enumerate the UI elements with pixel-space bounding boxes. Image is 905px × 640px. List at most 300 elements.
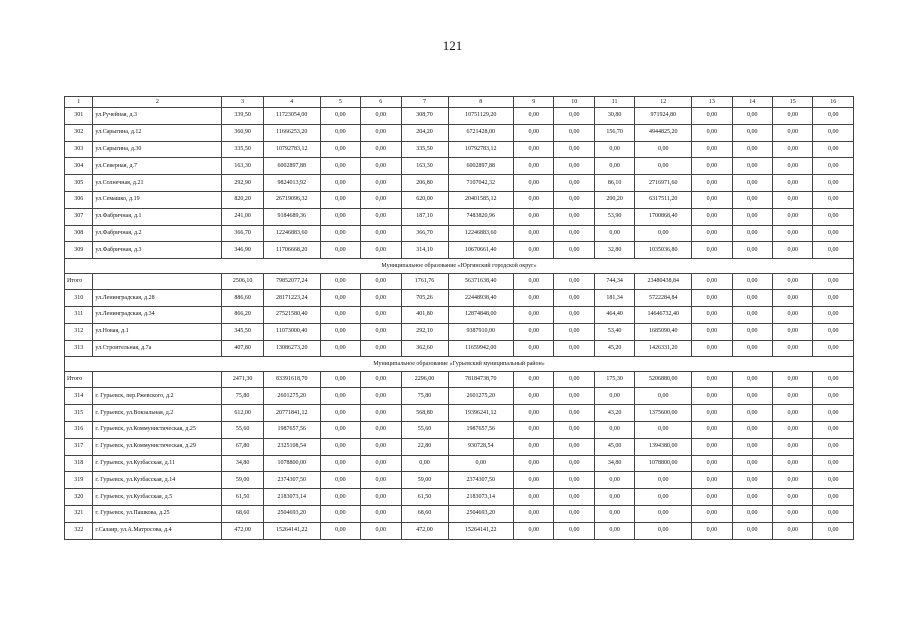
table-cell: 0,00 — [361, 290, 401, 307]
table-cell: 12874848,00 — [448, 306, 514, 323]
table-cell: 0,00 — [514, 124, 554, 141]
table-cell: 0,00 — [813, 372, 854, 388]
table-cell: 0,00 — [514, 290, 554, 307]
table-cell: 0,00 — [692, 108, 732, 125]
table-cell: 0,00 — [554, 489, 594, 506]
table-cell: 0,00 — [772, 489, 812, 506]
table-cell: 0,00 — [772, 438, 812, 455]
table-cell: 0,00 — [732, 489, 772, 506]
table-cell: 0,00 — [514, 340, 554, 357]
table-cell: 0,00 — [554, 225, 594, 242]
table-cell: 314,10 — [401, 242, 448, 259]
table-cell: 568,80 — [401, 405, 448, 422]
table-cell: Итого — [65, 372, 93, 388]
table-cell: 11723054,00 — [263, 108, 320, 125]
table-cell: 0,00 — [361, 124, 401, 141]
table-cell: 0,00 — [813, 505, 854, 522]
table-cell: 0,00 — [361, 158, 401, 175]
table-cell: 0,00 — [361, 405, 401, 422]
table-cell: 0,00 — [361, 191, 401, 208]
table-cell: 1987657,56 — [263, 421, 320, 438]
table-cell: 156,70 — [594, 124, 634, 141]
table-body — [65, 97, 854, 540]
table-cell: 0,00 — [514, 274, 554, 290]
table-cell: 0,00 — [320, 124, 360, 141]
address-cell: г. Гурьевск, ул.Пашкова, д.25 — [93, 505, 222, 522]
table-cell: 820,20 — [222, 191, 264, 208]
table-cell: 30,80 — [594, 108, 634, 125]
table-cell: 0,00 — [692, 505, 732, 522]
table-cell: 306 — [65, 191, 93, 208]
total-row — [65, 372, 854, 388]
table-cell: 0,00 — [813, 323, 854, 340]
table-cell: 15264141,22 — [263, 522, 320, 539]
column-header: 3 — [222, 97, 264, 108]
column-header: 13 — [692, 97, 732, 108]
table-cell: 0,00 — [361, 323, 401, 340]
table-cell: 1700868,40 — [635, 208, 692, 225]
column-header: 14 — [732, 97, 772, 108]
table-cell: 0,00 — [772, 421, 812, 438]
table-cell: 67,80 — [222, 438, 264, 455]
column-header: 6 — [361, 97, 401, 108]
table-cell: 20401585,12 — [448, 191, 514, 208]
table-cell: 53,40 — [594, 323, 634, 340]
table-cell: 0,00 — [514, 455, 554, 472]
table-cell: 0,00 — [594, 472, 634, 489]
table-cell: 0,00 — [692, 438, 732, 455]
table-cell: 316 — [65, 421, 93, 438]
table-cell: 0,00 — [635, 388, 692, 405]
table-cell: 0,00 — [772, 175, 812, 192]
table-row — [65, 124, 854, 141]
table-cell: 0,00 — [320, 388, 360, 405]
table-cell: 0,00 — [320, 225, 360, 242]
table-header-row — [65, 97, 854, 108]
table-cell: 0,00 — [514, 108, 554, 125]
table-cell: 0,00 — [554, 455, 594, 472]
table-row — [65, 191, 854, 208]
table-cell: 303 — [65, 141, 93, 158]
table-cell: 345,50 — [222, 323, 264, 340]
table-cell: 6721428,00 — [448, 124, 514, 141]
table-cell: 0,00 — [772, 522, 812, 539]
table-cell: 0,00 — [692, 489, 732, 506]
table-cell: 346,90 — [222, 242, 264, 259]
table-cell: 321 — [65, 505, 93, 522]
table-row — [65, 290, 854, 307]
table-cell: 1987657,56 — [448, 421, 514, 438]
table-cell: 0,00 — [772, 124, 812, 141]
table-cell: 20771841,12 — [263, 405, 320, 422]
address-cell: ул.Фабричная, д.1 — [93, 208, 222, 225]
table-cell: 0,00 — [320, 191, 360, 208]
table-row — [65, 388, 854, 405]
table-cell: 9387910,00 — [448, 323, 514, 340]
table-cell: 0,00 — [514, 372, 554, 388]
table-cell: 2374307,50 — [263, 472, 320, 489]
table-cell: 187,10 — [401, 208, 448, 225]
table-cell: 0,00 — [813, 405, 854, 422]
table-cell: 319 — [65, 472, 93, 489]
table-cell: 0,00 — [692, 158, 732, 175]
table-cell: 0,00 — [514, 405, 554, 422]
table-cell: 0,00 — [732, 158, 772, 175]
table-cell: 0,00 — [320, 340, 360, 357]
table-cell: 2183073,14 — [448, 489, 514, 506]
table-cell: 0,00 — [813, 522, 854, 539]
table-cell: 0,00 — [361, 472, 401, 489]
table-cell: 0,00 — [772, 108, 812, 125]
table-cell: 1078800,00 — [263, 455, 320, 472]
table-cell: 55,60 — [222, 421, 264, 438]
table-cell: 0,00 — [594, 421, 634, 438]
column-header: 1 — [65, 97, 93, 108]
column-header: 9 — [514, 97, 554, 108]
table-cell: 0,00 — [692, 323, 732, 340]
table-row — [65, 505, 854, 522]
table-cell: 34,80 — [222, 455, 264, 472]
table-cell: 0,00 — [772, 158, 812, 175]
table-cell: 0,00 — [635, 489, 692, 506]
table-cell: 0,00 — [635, 522, 692, 539]
table-cell: 2471,30 — [222, 372, 264, 388]
table-cell: 0,00 — [813, 242, 854, 259]
table-cell: 0,00 — [772, 306, 812, 323]
table-cell: 0,00 — [320, 438, 360, 455]
table-cell: 0,00 — [554, 158, 594, 175]
address-cell: г. Гурьевск, ул.Коммунистическая, д.25 — [93, 421, 222, 438]
table-cell: 43,20 — [594, 405, 634, 422]
table-cell: 0,00 — [813, 175, 854, 192]
table-cell: 0,00 — [320, 505, 360, 522]
table-row — [65, 489, 854, 506]
table-cell: 0,00 — [732, 455, 772, 472]
table-cell: 68,60 — [401, 505, 448, 522]
table-cell: 0,00 — [813, 340, 854, 357]
table-cell: 181,34 — [594, 290, 634, 307]
table-cell: 0,00 — [361, 438, 401, 455]
table-cell: 45,20 — [594, 340, 634, 357]
table-cell: 971924,80 — [635, 108, 692, 125]
address-cell: ул.Ленинградская, д.34 — [93, 306, 222, 323]
table-cell: 0,00 — [554, 438, 594, 455]
table-cell: 0,00 — [554, 208, 594, 225]
table-cell: 0,00 — [554, 242, 594, 259]
address-cell: ул.Солнечная, д.21 — [93, 175, 222, 192]
address-cell: ул.Фабричная, д.3 — [93, 242, 222, 259]
table-cell: 360,90 — [222, 124, 264, 141]
table-cell: 0,00 — [635, 225, 692, 242]
table-cell: 0,00 — [554, 340, 594, 357]
column-header: 5 — [320, 97, 360, 108]
table-cell: 335,50 — [222, 141, 264, 158]
table-cell: 0,00 — [320, 274, 360, 290]
table-cell: 4944825,20 — [635, 124, 692, 141]
table-cell: 0,00 — [554, 191, 594, 208]
table-cell: 0,00 — [732, 290, 772, 307]
table-cell: 0,00 — [320, 455, 360, 472]
column-header: 12 — [635, 97, 692, 108]
table-cell: 0,00 — [772, 141, 812, 158]
table-cell: 0,00 — [320, 405, 360, 422]
table-cell: 1078800,00 — [635, 455, 692, 472]
table-cell: 0,00 — [361, 306, 401, 323]
table-cell: 472,00 — [222, 522, 264, 539]
table-cell: 0,00 — [361, 242, 401, 259]
table-cell: 5722284,84 — [635, 290, 692, 307]
table-cell: 0,00 — [514, 191, 554, 208]
table-cell: 0,00 — [732, 108, 772, 125]
table-cell: 56371638,40 — [448, 274, 514, 290]
table-cell: 322 — [65, 522, 93, 539]
table-cell: 0,00 — [361, 340, 401, 357]
table-cell: 9824013,92 — [263, 175, 320, 192]
table-cell: 0,00 — [692, 274, 732, 290]
table-cell: 0,00 — [361, 505, 401, 522]
address-cell: ул.Сарыгина, д.12 — [93, 124, 222, 141]
table-cell: 0,00 — [692, 388, 732, 405]
table-cell: 0,00 — [361, 421, 401, 438]
table-row — [65, 306, 854, 323]
table-cell: 53,90 — [594, 208, 634, 225]
table-cell: 308 — [65, 225, 93, 242]
table-cell: 0,00 — [361, 108, 401, 125]
column-header: 16 — [813, 97, 854, 108]
table-cell: 0,00 — [732, 225, 772, 242]
address-cell: ул.Сарыгина, д.30 — [93, 141, 222, 158]
address-cell: ул.Семашко, д.19 — [93, 191, 222, 208]
table-cell: 32,80 — [594, 242, 634, 259]
housing-table — [64, 96, 854, 540]
table-cell: 886,60 — [222, 290, 264, 307]
table-cell: 0,00 — [361, 489, 401, 506]
table-cell: 27521580,40 — [263, 306, 320, 323]
table-cell: 0,00 — [448, 455, 514, 472]
table-cell: 10792783,12 — [263, 141, 320, 158]
table-cell: 313 — [65, 340, 93, 357]
table-cell: 61,50 — [222, 489, 264, 506]
table-cell: 0,00 — [772, 472, 812, 489]
table-cell: 0,00 — [320, 242, 360, 259]
table-cell: 304 — [65, 158, 93, 175]
table-row — [65, 340, 854, 357]
address-cell: ул.Ручейная, д.3 — [93, 108, 222, 125]
table-cell: 930728,54 — [448, 438, 514, 455]
table-cell: 362,60 — [401, 340, 448, 357]
table-cell: 0,00 — [554, 290, 594, 307]
table-cell: 866,20 — [222, 306, 264, 323]
table-cell: 0,00 — [772, 208, 812, 225]
table-cell: 0,00 — [594, 388, 634, 405]
table-cell: 83391618,70 — [263, 372, 320, 388]
table-cell: 1685090,40 — [635, 323, 692, 340]
table-cell: 0,00 — [361, 141, 401, 158]
table-cell: 0,00 — [732, 175, 772, 192]
table-row — [65, 323, 854, 340]
table-cell: 0,00 — [732, 274, 772, 290]
table-cell: 0,00 — [732, 191, 772, 208]
table-cell: 12246883,60 — [263, 225, 320, 242]
table-cell: 0,00 — [514, 472, 554, 489]
table-cell: 0,00 — [320, 306, 360, 323]
table-cell: 45,00 — [594, 438, 634, 455]
table-cell: 0,00 — [772, 505, 812, 522]
address-cell: ул.Ленинградская, д.28 — [93, 290, 222, 307]
table-cell: 314 — [65, 388, 93, 405]
table-cell: 206,80 — [401, 175, 448, 192]
table-cell: 0,00 — [514, 522, 554, 539]
table-cell: 0,00 — [692, 306, 732, 323]
table-cell: Итого — [65, 274, 93, 290]
table-cell: 2504693,20 — [263, 505, 320, 522]
table-cell: 0,00 — [554, 421, 594, 438]
table-cell: 307 — [65, 208, 93, 225]
table-cell: 0,00 — [772, 191, 812, 208]
table-cell: 1426331,20 — [635, 340, 692, 357]
table-cell: 0,00 — [692, 290, 732, 307]
table-cell: 0,00 — [772, 242, 812, 259]
table-cell: 464,40 — [594, 306, 634, 323]
table-cell: 0,00 — [692, 191, 732, 208]
table-cell: 0,00 — [813, 225, 854, 242]
table-cell: 23480438,84 — [635, 274, 692, 290]
table-row — [65, 421, 854, 438]
table-cell: 0,00 — [732, 421, 772, 438]
table-cell: 318 — [65, 455, 93, 472]
table-cell: 0,00 — [361, 522, 401, 539]
table-row — [65, 225, 854, 242]
table-cell: 312 — [65, 323, 93, 340]
column-header: 8 — [448, 97, 514, 108]
table-cell: 0,00 — [554, 472, 594, 489]
address-cell: ул.Северная, д.7 — [93, 158, 222, 175]
table-cell: 6002897,88 — [263, 158, 320, 175]
address-cell: г. Гурьевск, ул.Коммунистическая, д.29 — [93, 438, 222, 455]
table-cell: 305 — [65, 175, 93, 192]
table-cell: 2183073,14 — [263, 489, 320, 506]
table-cell: 315 — [65, 405, 93, 422]
table-row — [65, 141, 854, 158]
column-header: 15 — [772, 97, 812, 108]
address-cell: г. Гурьевск, пер.Ржевского, д.2 — [93, 388, 222, 405]
table-row — [65, 175, 854, 192]
table-cell: 0,00 — [692, 405, 732, 422]
table-cell: 0,00 — [514, 505, 554, 522]
table-cell: 0,00 — [361, 225, 401, 242]
table-cell: 366,70 — [401, 225, 448, 242]
table-row — [65, 522, 854, 539]
table-cell: 0,00 — [514, 141, 554, 158]
table-cell: 175,30 — [594, 372, 634, 388]
address-cell — [93, 372, 222, 388]
table-cell: 1761,76 — [401, 274, 448, 290]
table-cell: 0,00 — [514, 388, 554, 405]
table-cell: 0,00 — [554, 175, 594, 192]
table-cell: 292,90 — [222, 175, 264, 192]
table-cell: 0,00 — [361, 274, 401, 290]
table-cell: 0,00 — [594, 522, 634, 539]
table-cell: 0,00 — [732, 340, 772, 357]
table-cell: 0,00 — [732, 438, 772, 455]
table-cell: 0,00 — [732, 505, 772, 522]
table-row — [65, 438, 854, 455]
table-cell: 0,00 — [514, 242, 554, 259]
table-cell: 0,00 — [732, 405, 772, 422]
table-cell: 0,00 — [320, 175, 360, 192]
table-cell: 86,10 — [594, 175, 634, 192]
table-cell: 7107042,32 — [448, 175, 514, 192]
table-cell: 335,50 — [401, 141, 448, 158]
table-cell: 0,00 — [594, 505, 634, 522]
table-cell: 0,00 — [813, 141, 854, 158]
table-cell: 0,00 — [732, 208, 772, 225]
table-cell: 10751129,20 — [448, 108, 514, 125]
table-cell: 0,00 — [813, 124, 854, 141]
table-cell: 0,00 — [772, 405, 812, 422]
table-cell: 0,00 — [594, 141, 634, 158]
table-cell: 59,00 — [401, 472, 448, 489]
table-cell: 2716971,60 — [635, 175, 692, 192]
table-cell: 6317511,20 — [635, 191, 692, 208]
table-cell: 0,00 — [554, 108, 594, 125]
table-cell: 11666253,20 — [263, 124, 320, 141]
table-cell: 0,00 — [813, 438, 854, 455]
table-cell: 0,00 — [401, 455, 448, 472]
table-cell: 0,00 — [361, 372, 401, 388]
table-row — [65, 405, 854, 422]
table-row — [65, 472, 854, 489]
table-cell: 0,00 — [635, 472, 692, 489]
table-cell: 163,30 — [401, 158, 448, 175]
table-cell: 11706668,20 — [263, 242, 320, 259]
address-cell: ул.Новая, д.1 — [93, 323, 222, 340]
table-cell: 2504693,20 — [448, 505, 514, 522]
address-cell: г.Салаир, ул.А.Матросова, д.4 — [93, 522, 222, 539]
table-cell: 612,00 — [222, 405, 264, 422]
table-cell: 0,00 — [514, 323, 554, 340]
section-heading: Муниципальное образование «Юргинский городской округ» — [65, 259, 854, 274]
table-cell: 2325108,54 — [263, 438, 320, 455]
table-cell: 78184738,70 — [448, 372, 514, 388]
table-cell: 744,34 — [594, 274, 634, 290]
table-cell: 11073000,40 — [263, 323, 320, 340]
table-cell: 12246883,60 — [448, 225, 514, 242]
table-cell: 0,00 — [772, 455, 812, 472]
table-cell: 0,00 — [692, 124, 732, 141]
table-cell: 0,00 — [692, 340, 732, 357]
table-cell: 0,00 — [772, 323, 812, 340]
table-cell: 0,00 — [732, 372, 772, 388]
address-cell: г. Гурьевск, ул.Кузбасская, д.14 — [93, 472, 222, 489]
table-cell: 0,00 — [320, 208, 360, 225]
table-cell: 19396241,12 — [448, 405, 514, 422]
address-cell: ул.Строительная, д.7а — [93, 340, 222, 357]
table-cell: 28171223,24 — [263, 290, 320, 307]
table-cell: 14646732,40 — [635, 306, 692, 323]
table-cell: 200,20 — [594, 191, 634, 208]
address-cell: г. Гурьевск, ул.Кузбасская, д.11 — [93, 455, 222, 472]
table-cell: 0,00 — [554, 388, 594, 405]
table-cell: 472,00 — [401, 522, 448, 539]
table-cell: 292,10 — [401, 323, 448, 340]
table-cell: 1375600,00 — [635, 405, 692, 422]
table-cell: 0,00 — [554, 124, 594, 141]
table-cell: 302 — [65, 124, 93, 141]
table-cell: 15264141,22 — [448, 522, 514, 539]
table-cell: 2506,10 — [222, 274, 264, 290]
table-cell: 0,00 — [554, 505, 594, 522]
